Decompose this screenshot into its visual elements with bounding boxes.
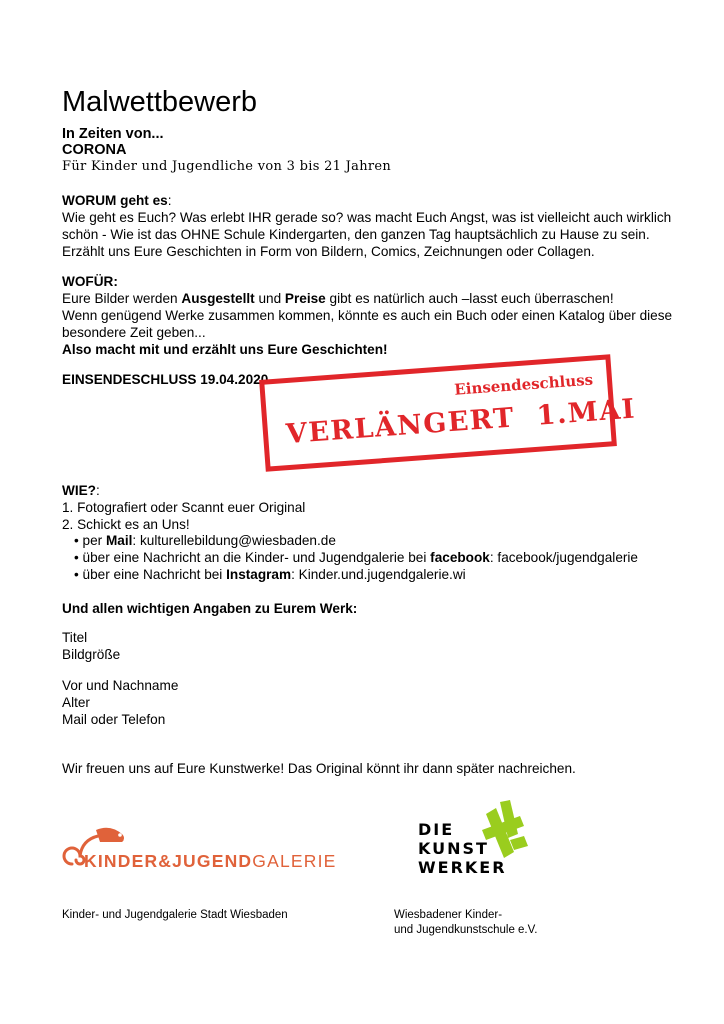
wie-heading: WIE?: bbox=[62, 483, 100, 498]
bullet-instagram: • über eine Nachricht bei Instagram: Kinder.und.jugendgalerie.wi bbox=[74, 567, 466, 582]
wie-step-2: 2. Schickt es an Uns! bbox=[62, 517, 190, 532]
worum-line-1: Wie geht es Euch? Was erlebt IHR gerade so? was macht Euch Angst, was ist vielleicht auch wirklich bbox=[62, 210, 672, 225]
page-title: Malwettbewerb bbox=[62, 86, 258, 118]
field-name: Vor und Nachname bbox=[62, 678, 179, 693]
kunstwerker-line-3: WERKER bbox=[418, 858, 507, 877]
wofuer-line-4: Also macht mit und erzählt uns Eure Geschichten! bbox=[62, 342, 388, 357]
deadline-text: EINSENDESCHLUSS 19.04.2020 bbox=[62, 372, 269, 387]
worum-line-3: Erzählt uns Eure Geschichten in Form von Bildern, Comics, Zeichnungen oder Collagen. bbox=[62, 244, 595, 259]
worum-heading: WORUM geht es: bbox=[62, 193, 172, 208]
field-kontakt: Mail oder Telefon bbox=[62, 712, 166, 727]
kunstwerker-emblem bbox=[474, 800, 530, 860]
right-logo-caption-2: und Jugendkunstschule e.V. bbox=[394, 924, 538, 936]
angaben-heading: Und allen wichtigen Angaben zu Eurem Werk: bbox=[62, 601, 358, 616]
wofuer-line-1: Eure Bilder werden Ausgestellt und Preise gibt es natürlich auch –lasst euch überraschen! bbox=[62, 291, 614, 306]
right-logo-caption-1: Wiesbadener Kinder- bbox=[394, 909, 503, 921]
kunstwerker-line-1: DIE bbox=[418, 820, 455, 839]
bullet-facebook: • über eine Nachricht an die Kinder- und Jugendgalerie bei facebook: facebook/jugendgalerie bbox=[74, 550, 638, 565]
kinder-jugendgalerie-wordmark: KINDER&JUGENDGALERIE bbox=[84, 851, 337, 871]
stamp-big-text: VERLÄNGERT 1.MAI bbox=[285, 393, 637, 451]
wofuer-line-2: Wenn genügend Werke zusammen kommen, könnte es auch ein Buch oder einen Katalog über diese bbox=[62, 308, 673, 323]
wofuer-heading: WOFÜR: bbox=[62, 274, 118, 289]
wofuer-line-3: besondere Zeit geben... bbox=[62, 325, 206, 340]
left-logo-caption: Kinder- und Jugendgalerie Stadt Wiesbaden bbox=[62, 909, 288, 921]
wie-step-1: 1. Fotografiert oder Scannt euer Original bbox=[62, 500, 306, 515]
kunstwerker-line-2: KUNST bbox=[418, 839, 489, 858]
subtitle-corona: CORONA bbox=[62, 142, 127, 158]
field-titel: Titel bbox=[62, 630, 88, 645]
field-bildgroesse: Bildgröße bbox=[62, 647, 121, 662]
field-alter: Alter bbox=[62, 695, 90, 710]
bullet-mail: • per Mail: kulturellebildung@wiesbaden.de bbox=[74, 533, 336, 548]
closing-text: Wir freuen uns auf Eure Kunstwerke! Das Original könnt ihr dann später nachreichen. bbox=[62, 761, 576, 776]
extension-stamp bbox=[259, 354, 637, 472]
worum-line-2: schön - Wie ist das OHNE Schule Kindergarten, den ganzen Tag hauptsächlich zu Hause zu sein. bbox=[62, 227, 650, 242]
subtitle-zeiten: In Zeiten von... bbox=[62, 126, 164, 142]
audience-line: Für Kinder und Jugendliche von 3 bis 21 Jahren bbox=[62, 159, 392, 174]
chair-icon bbox=[474, 800, 530, 860]
stamp-small-text: Einsendeschluss bbox=[453, 370, 594, 399]
